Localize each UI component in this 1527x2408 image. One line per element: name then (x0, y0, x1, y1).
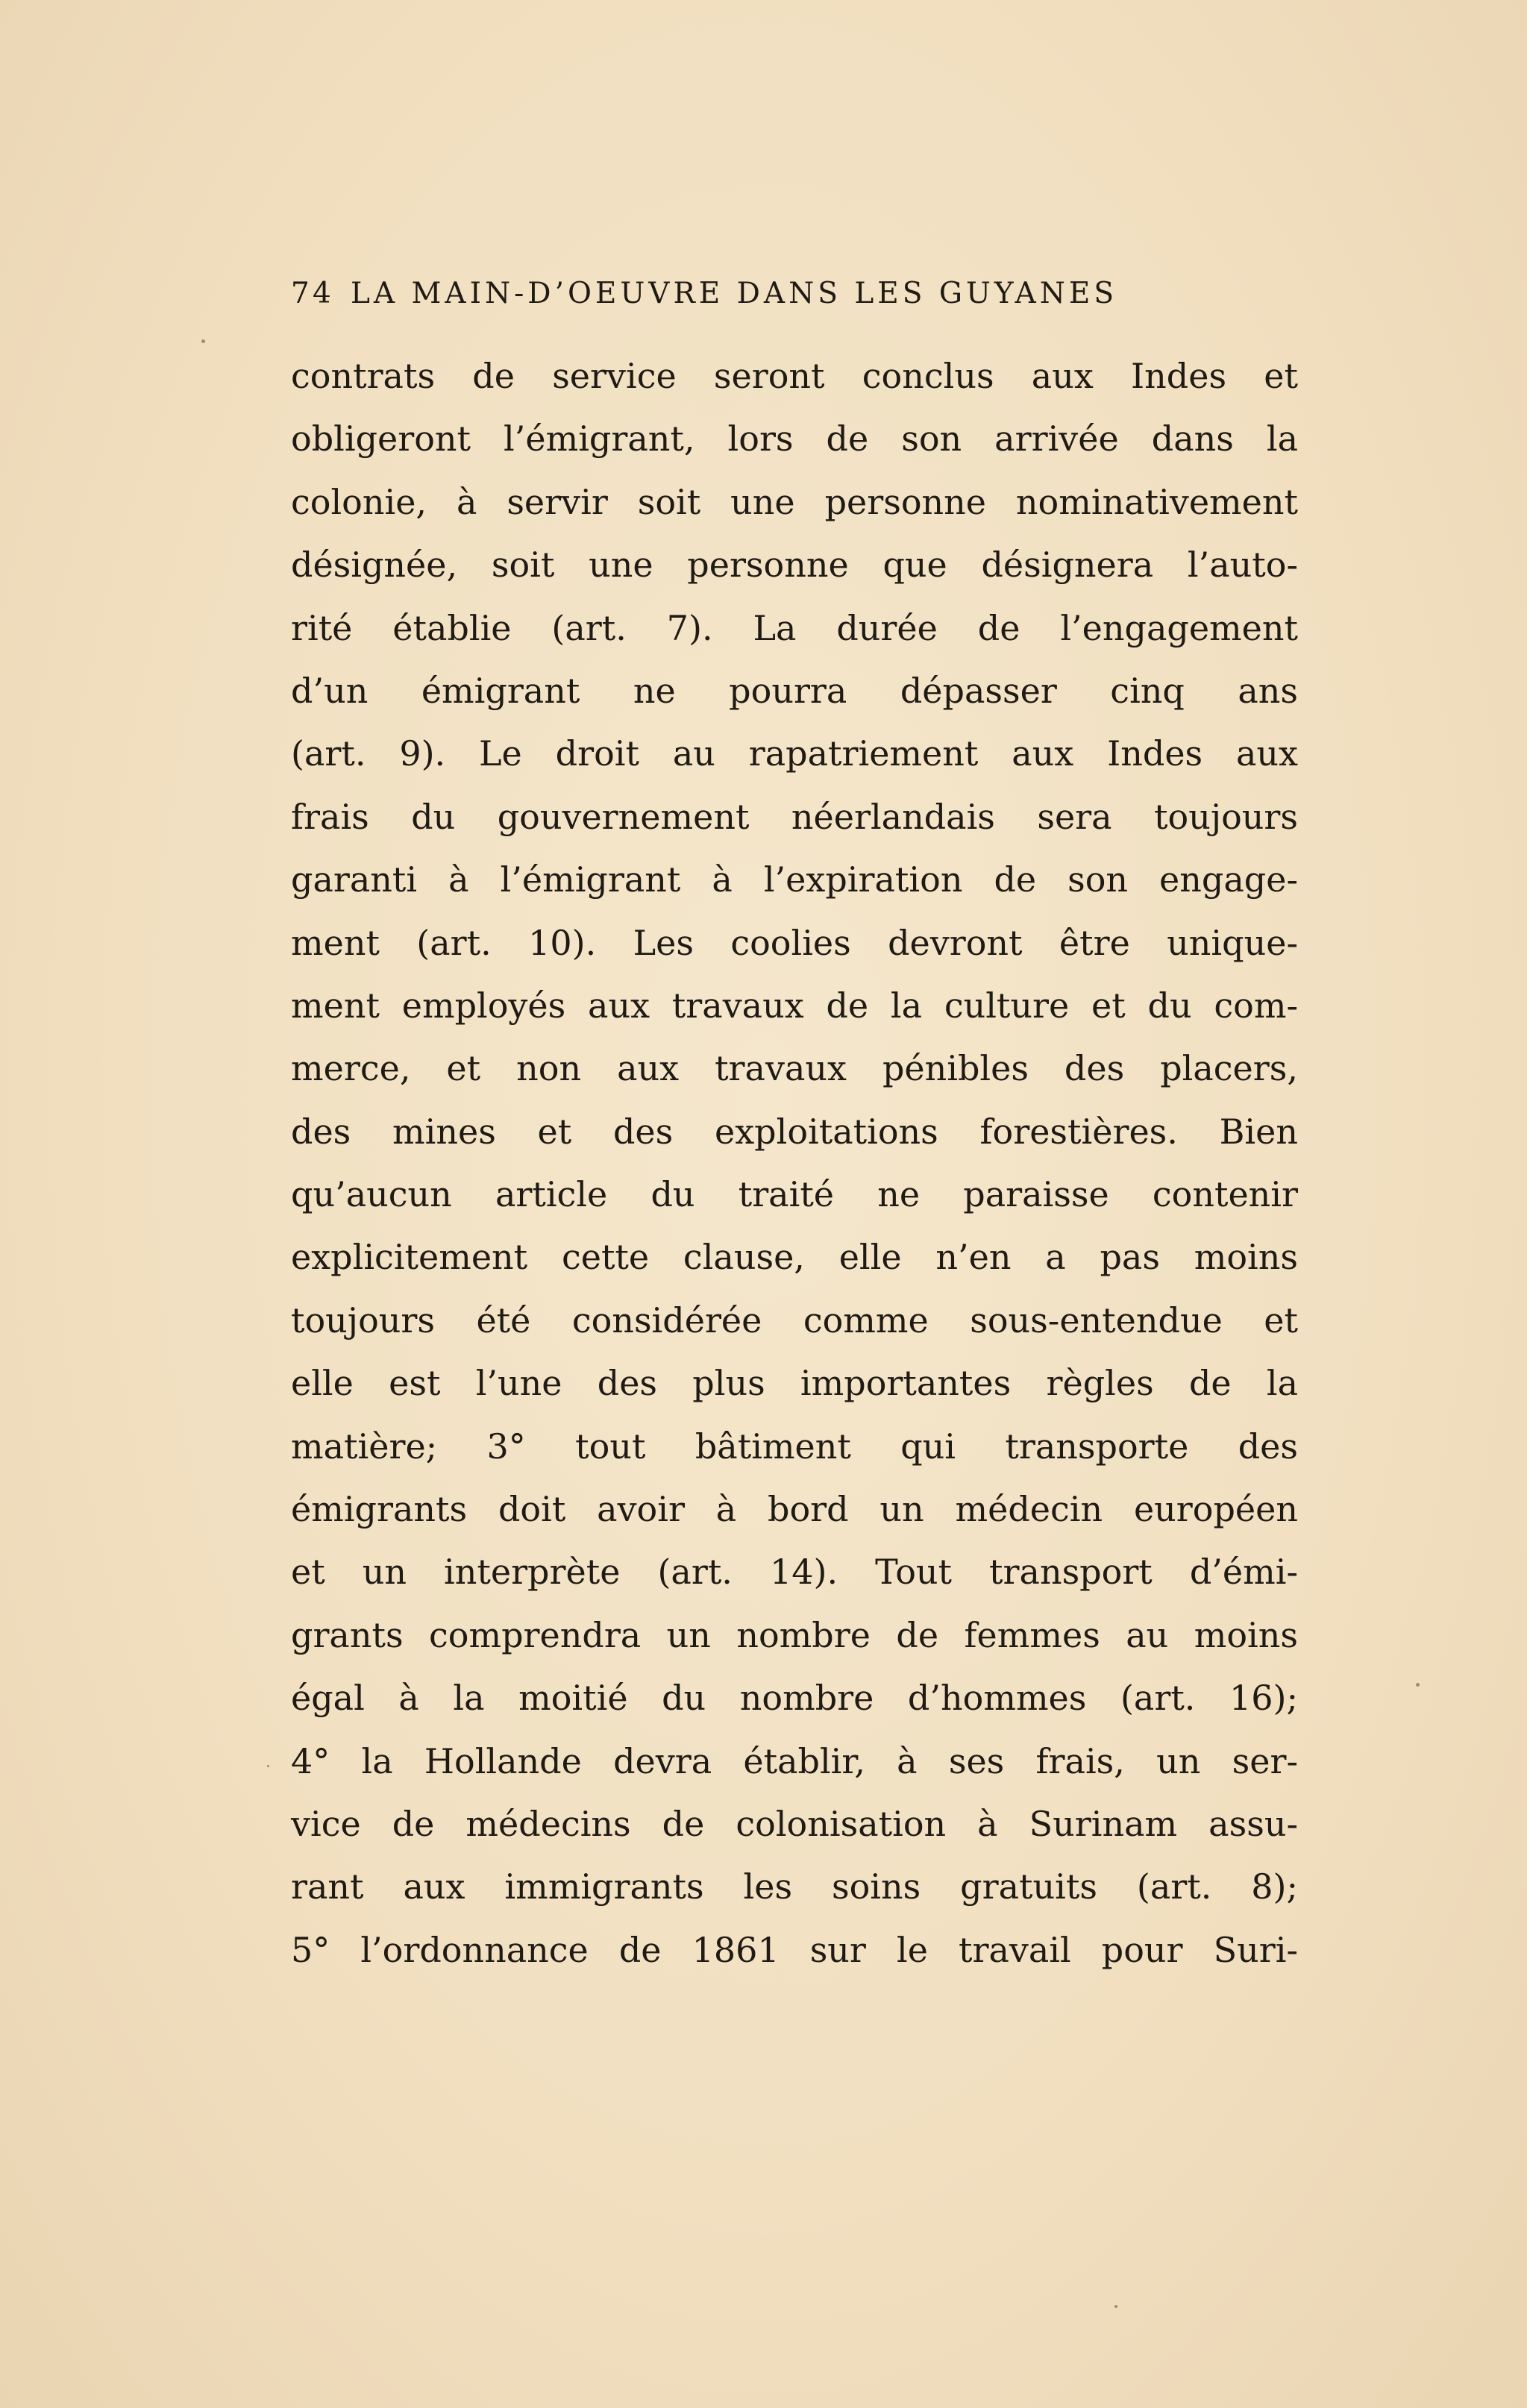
text-line: contrats de service seront conclus aux Indes et (291, 356, 1298, 396)
running-title: LA MAIN-D’OEUVRE DANS LES GUYANES (351, 276, 1118, 310)
text-line: vice de médecins de colonisation à Surinam assu- (291, 1803, 1298, 1844)
paper-speck (1416, 1683, 1420, 1687)
text-line: désignée, soit une personne que désignera l’auto- (291, 545, 1298, 586)
text-line: 5° l’ordonnance de 1861 sur le travail pour Suri- (291, 1929, 1298, 1970)
text-line: égal à la moitié du nombre d’hommes (art. 16); (291, 1678, 1298, 1719)
text-line: d’un émigrant ne pourra dépasser cinq ans (291, 670, 1298, 711)
text-line: merce, et non aux travaux pénibles des placers, (291, 1048, 1298, 1089)
text-line: et un interprète (art. 14). Tout transport d’émi- (291, 1552, 1298, 1593)
text-line: (art. 9). Le droit au rapatriement aux Indes aux (291, 733, 1298, 774)
body-text (291, 345, 1298, 1981)
paper-speck (267, 1765, 269, 1767)
text-line: rant aux immigrants les soins gratuits (art. 8); (291, 1866, 1298, 1907)
text-line: ment (art. 10). Les coolies devront être unique- (291, 922, 1298, 963)
text-line: toujours été considérée comme sous-entendue et (291, 1299, 1298, 1341)
text-line: des mines et des exploitations forestières. Bien (291, 1111, 1298, 1152)
text-line: matière; 3° tout bâtiment qui transporte des (291, 1426, 1298, 1467)
paper-speck (1114, 2305, 1117, 2308)
text-line: obligeront l’émigrant, lors de son arrivée dans la (291, 418, 1298, 460)
text-line: rité établie (art. 7). La durée de l’engagement (291, 607, 1298, 648)
text-line: elle est l’une des plus importantes règles de la (291, 1363, 1298, 1404)
paper-speck (201, 339, 205, 343)
text-line: 4° la Hollande devra établir, à ses frais, un ser- (291, 1740, 1298, 1781)
text-line: frais du gouvernement néerlandais sera toujours (291, 796, 1298, 837)
text-line: émigrants doit avoir à bord un médecin européen (291, 1489, 1298, 1530)
text-line: garanti à l’émigrant à l’expiration de son engage- (291, 859, 1298, 900)
text-line: grants comprendra un nombre de femmes au moins (291, 1614, 1298, 1655)
page-header (291, 275, 1264, 312)
text-line: explicitement cette clause, elle n’en a pas moins (291, 1237, 1298, 1278)
text-line: colonie, à servir soit une personne nominativement (291, 481, 1298, 522)
text-line: ment employés aux travaux de la culture et du com- (291, 985, 1298, 1026)
page-number: 74 (291, 276, 335, 310)
text-line: qu’aucun article du traité ne paraisse contenir (291, 1174, 1298, 1215)
